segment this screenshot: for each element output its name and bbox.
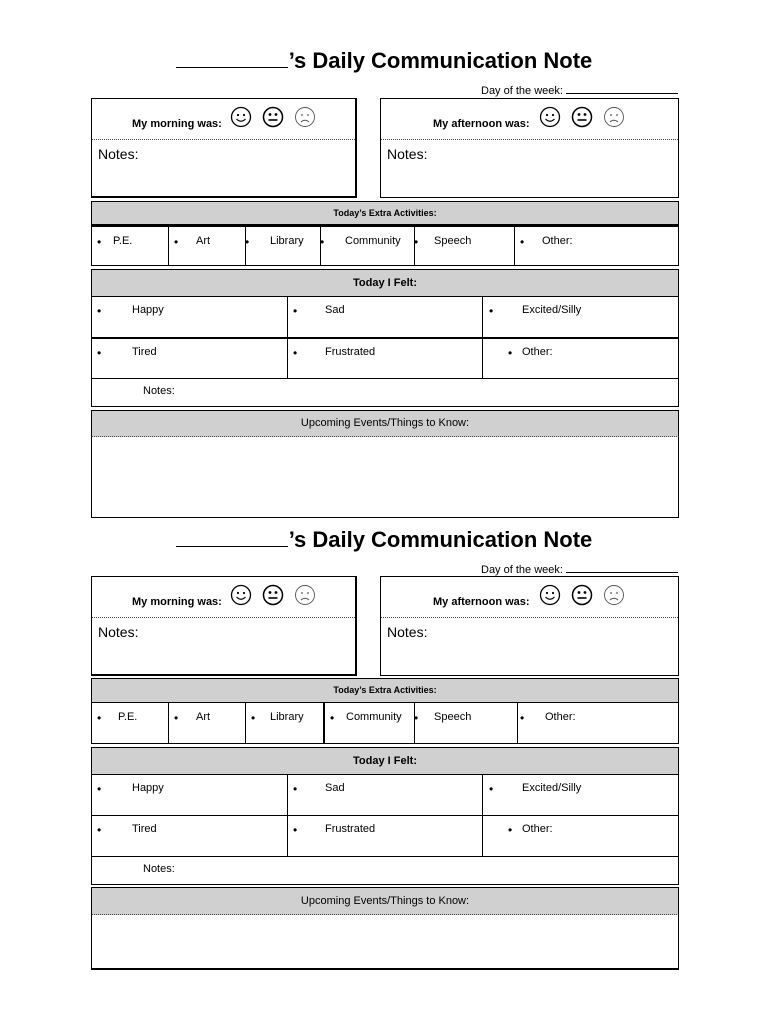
upcoming-box[interactable]: [91, 915, 679, 970]
afternoon-notes-label: Notes:: [387, 146, 428, 162]
note-title: ’s Daily Communication Note: [0, 48, 768, 74]
afternoon-faces: [539, 584, 625, 606]
neutral-face-icon[interactable]: [262, 584, 284, 606]
upcoming-box[interactable]: [91, 437, 679, 518]
feeling-frustrated[interactable]: Frustrated: [325, 346, 376, 358]
today-felt-header: Today I Felt:: [91, 269, 679, 297]
sad-face-icon[interactable]: [294, 584, 316, 606]
feeling-excited-silly[interactable]: Excited/Silly: [522, 782, 582, 794]
today-felt-header: Today I Felt:: [91, 747, 679, 775]
feeling-tired[interactable]: Tired: [132, 346, 157, 358]
extra-activities-header: Today’s Extra Activities:: [91, 678, 679, 703]
morning-faces: [230, 106, 316, 128]
name-blank-line[interactable]: [176, 48, 288, 68]
afternoon-header: [381, 99, 678, 140]
neutral-face-icon[interactable]: [571, 106, 593, 128]
feeling-sad[interactable]: Sad: [325, 782, 345, 794]
morning-header: [92, 99, 355, 140]
day-of-week: Day of the week:: [481, 562, 678, 576]
feelings-row-2: • Tired • Frustrated • Other:: [91, 816, 679, 857]
afternoon-box: [380, 98, 679, 198]
afternoon-box: [380, 576, 679, 676]
feeling-other[interactable]: Other:: [522, 346, 553, 358]
feeling-other[interactable]: Other:: [522, 823, 553, 835]
happy-face-icon[interactable]: [230, 106, 252, 128]
activity-art[interactable]: Art: [196, 711, 211, 723]
communication-note-1: [0, 48, 768, 518]
activity-art[interactable]: Art: [196, 235, 211, 247]
feelings-notes-row: [91, 857, 679, 885]
feeling-sad[interactable]: Sad: [325, 304, 345, 316]
afternoon-label: My afternoon was:: [433, 118, 530, 130]
afternoon-faces: [539, 106, 625, 128]
neutral-face-icon[interactable]: [262, 106, 284, 128]
activity-pe[interactable]: P.E.: [113, 235, 133, 247]
feeling-frustrated[interactable]: Frustrated: [325, 823, 376, 835]
morning-label: My morning was:: [132, 596, 222, 608]
afternoon-notes-label: Notes:: [387, 624, 428, 640]
activity-library[interactable]: Library: [270, 235, 304, 247]
extra-activities-row: • P.E. • Art • Library • Community • Speech • Other:: [91, 703, 679, 744]
feeling-happy[interactable]: Happy: [132, 782, 164, 794]
morning-notes-label: Notes:: [98, 624, 139, 640]
activity-pe[interactable]: P.E.: [118, 711, 138, 723]
upcoming-header: Upcoming Events/Things to Know:: [91, 410, 679, 437]
activity-library[interactable]: Library: [270, 711, 304, 723]
day-of-week-blank[interactable]: [566, 562, 678, 573]
feelings-row-2: • Tired • Frustrated • Other:: [91, 338, 679, 379]
happy-face-icon[interactable]: [539, 106, 561, 128]
feelings-row-1: • Happy • Sad • Excited/Silly: [91, 297, 679, 338]
morning-header: [92, 577, 355, 618]
activity-community[interactable]: Community: [346, 711, 402, 723]
happy-face-icon[interactable]: [230, 584, 252, 606]
name-blank-line[interactable]: [176, 527, 288, 547]
activity-other[interactable]: Other:: [545, 711, 576, 723]
activity-speech[interactable]: Speech: [434, 235, 472, 247]
morning-box: [91, 98, 357, 198]
sad-face-icon[interactable]: [603, 584, 625, 606]
day-of-week-blank[interactable]: [566, 83, 678, 94]
morning-notes-label: Notes:: [98, 146, 139, 162]
afternoon-header: [381, 577, 678, 618]
activity-community[interactable]: Community: [345, 235, 401, 247]
sad-face-icon[interactable]: [294, 106, 316, 128]
activity-other[interactable]: Other:: [542, 235, 573, 247]
sad-face-icon[interactable]: [603, 106, 625, 128]
morning-faces: [230, 584, 316, 606]
feelings-notes-row: [91, 379, 679, 407]
feeling-tired[interactable]: Tired: [132, 823, 157, 835]
morning-box: [91, 576, 357, 676]
feelings-notes-label: Notes:: [143, 863, 175, 875]
day-of-week: Day of the week:: [481, 83, 678, 97]
happy-face-icon[interactable]: [539, 584, 561, 606]
upcoming-header: Upcoming Events/Things to Know:: [91, 887, 679, 915]
feelings-notes-label: Notes:: [143, 385, 175, 397]
neutral-face-icon[interactable]: [571, 584, 593, 606]
note-title: ’s Daily Communication Note: [0, 527, 768, 553]
communication-note-2: [0, 527, 768, 970]
feeling-excited-silly[interactable]: Excited/Silly: [522, 304, 582, 316]
afternoon-label: My afternoon was:: [433, 596, 530, 608]
morning-label: My morning was:: [132, 118, 222, 130]
extra-activities-header: Today’s Extra Activities:: [91, 201, 679, 225]
feelings-row-1: • Happy • Sad • Excited/Silly: [91, 775, 679, 816]
feeling-happy[interactable]: Happy: [132, 304, 164, 316]
extra-activities-row: • P.E. • Art • Library • Community • Speech • Other:: [91, 225, 679, 266]
activity-speech[interactable]: Speech: [434, 711, 472, 723]
